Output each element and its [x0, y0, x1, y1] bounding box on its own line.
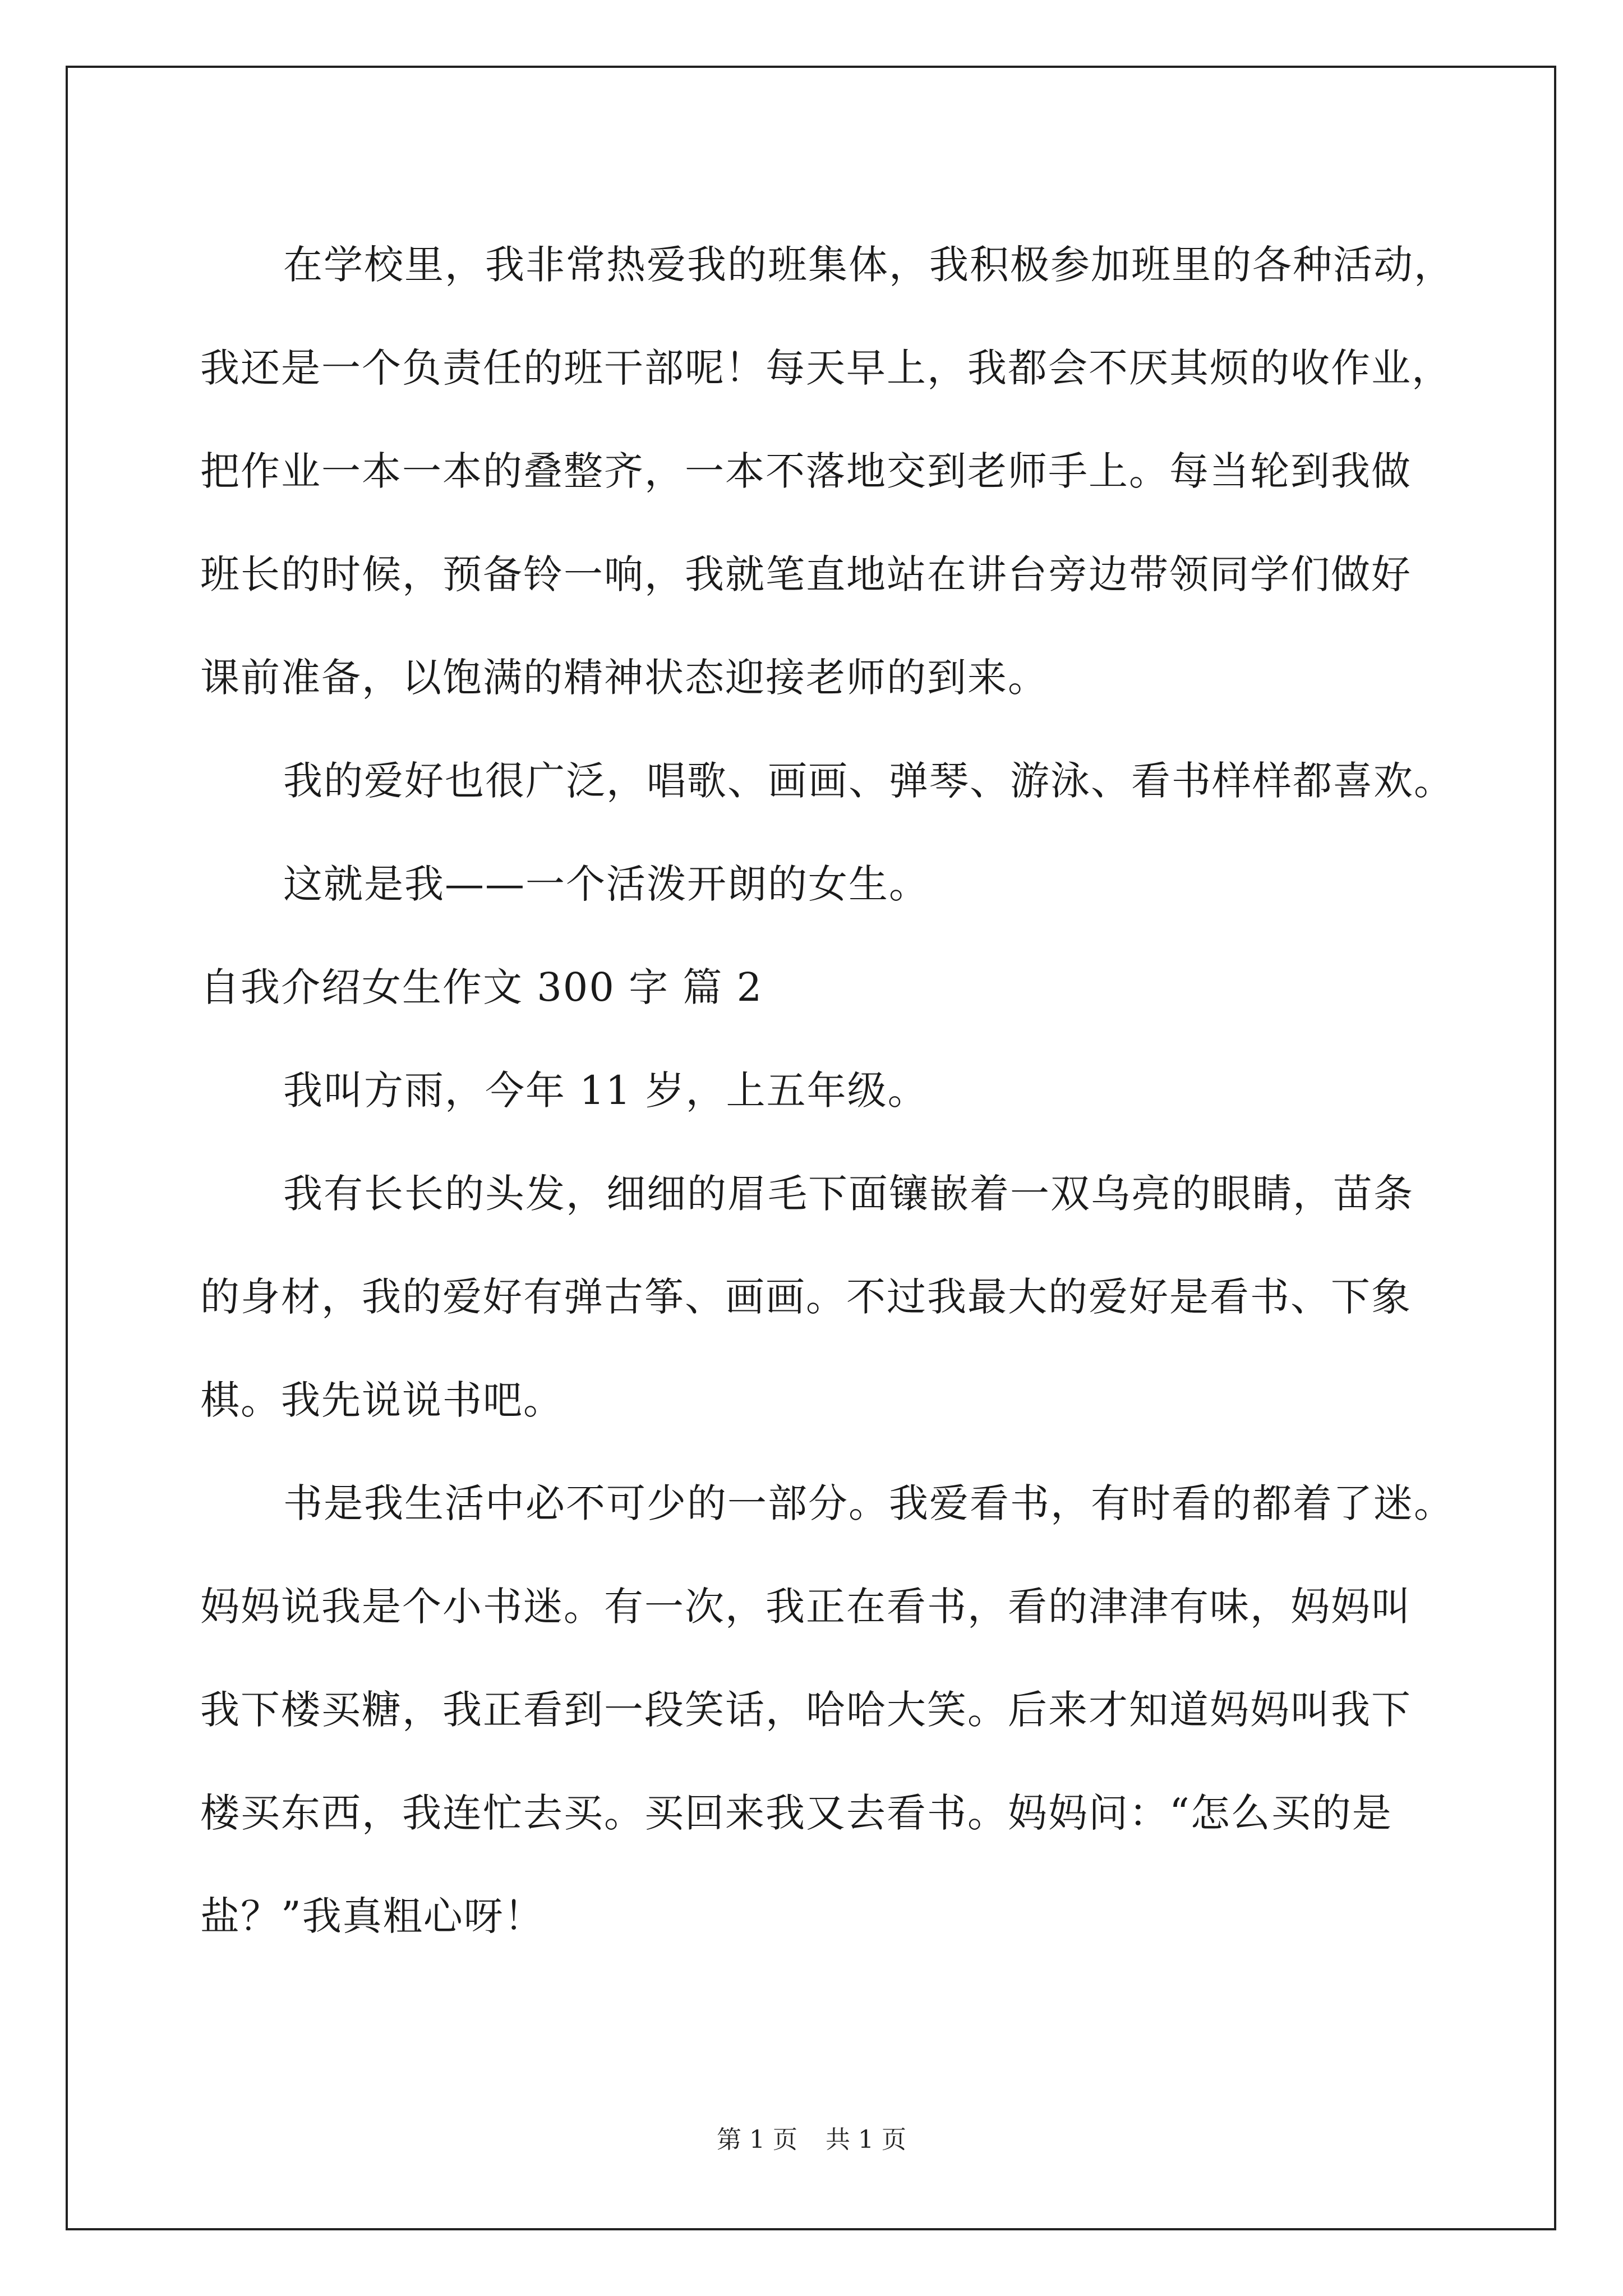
- paragraph-school: [200, 213, 1454, 729]
- page-total: 共 1 页: [826, 2125, 906, 2154]
- paragraph-intro: [200, 1039, 1444, 1142]
- paragraph-summary: [200, 832, 1444, 936]
- text-line: 我还是一个负责任的班干部呢！每天早上，我都会不厌其烦的收作业，: [200, 345, 1452, 391]
- text-line: 班长的时候，预备铃一响，我就笔直地站在讲台旁边带领同学们做好: [200, 551, 1412, 597]
- text-line: 在学校里，我非常热爱我的班集体，我积极参加班里的各种活动，: [283, 242, 1454, 288]
- text-line: 我的爱好也很广泛，唱歌、画画、弹琴、游泳、看书样样都喜欢。: [283, 758, 1454, 804]
- text-line: 这就是我——一个活泼开朗的女生。: [283, 861, 929, 907]
- text-line: 我下楼买糖，我正看到一段笑话，哈哈大笑。后来才知道妈妈叫我下: [200, 1687, 1412, 1733]
- text-line: 我叫方雨，今年 11 岁，上五年级。: [283, 1068, 928, 1114]
- document-body: [200, 213, 1454, 1968]
- text-line: 的身材，我的爱好有弹古筝、画画。不过我最大的爱好是看书、下象: [200, 1274, 1412, 1320]
- paragraph-hobbies: [200, 729, 1454, 832]
- text-line: 棋。我先说说书吧。: [200, 1377, 564, 1423]
- paragraph-appearance: [200, 1142, 1444, 1452]
- page-footer: [0, 2119, 1623, 2155]
- text-line: 书是我生活中必不可少的一部分。我爱看书，有时看的都着了迷。: [283, 1480, 1454, 1526]
- section-heading: 自我介绍女生作文 300 字 篇 2: [200, 964, 763, 1010]
- paragraph-books: [200, 1452, 1454, 1968]
- text-line: 把作业一本一本的叠整齐，一本不落地交到老师手上。每当轮到我做: [200, 448, 1412, 494]
- text-line: 我有长长的头发，细细的眉毛下面镶嵌着一双乌亮的眼睛，苗条: [283, 1171, 1414, 1217]
- text-line: 楼买东西，我连忙去买。买回来我又去看书。妈妈问：“怎么买的是: [200, 1790, 1393, 1836]
- text-line: 课前准备，以饱满的精神状态迎接老师的到来。: [200, 655, 1048, 701]
- text-line: 盐？”我真粗心呀！: [200, 1893, 545, 1939]
- text-line: 妈妈说我是个小书迷。有一次，我正在看书，看的津津有味，妈妈叫: [200, 1584, 1412, 1630]
- page-number: 第 1 页: [717, 2125, 797, 2154]
